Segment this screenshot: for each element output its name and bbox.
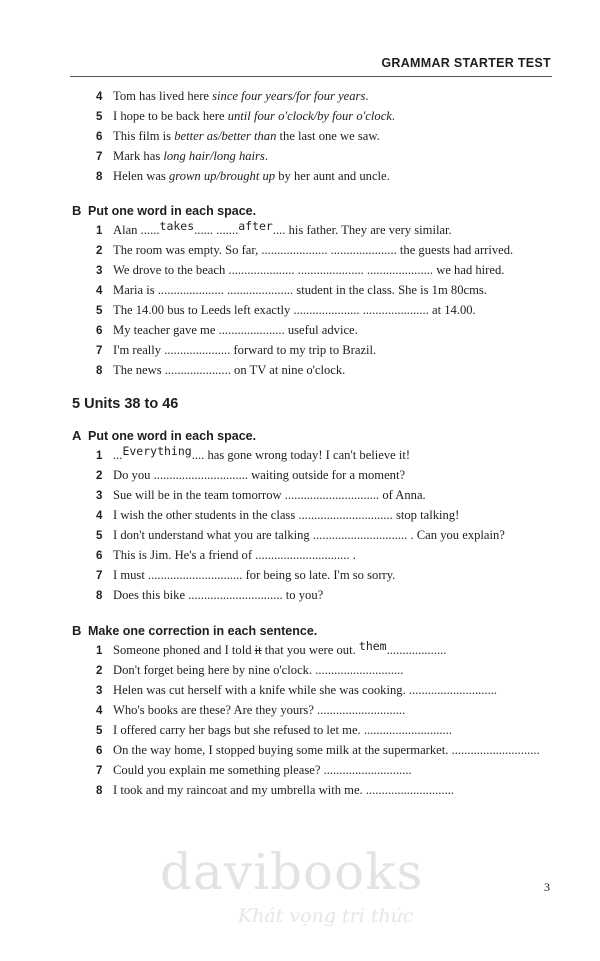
item-text: I offered carry her bags but she refused to let me. ............................ — [113, 723, 452, 737]
item-text: Could you explain me something please? ............................ — [113, 763, 412, 777]
exercise-item — [96, 664, 560, 678]
struck-word: it — [254, 643, 262, 657]
item-text: The news ..................... on TV at nine o'clock. — [113, 363, 346, 377]
item-text: Who's books are these? Are they yours? ............................ — [113, 703, 406, 717]
item-text: Does this bike .............................. to you? — [113, 588, 324, 602]
item-number: 5 — [96, 530, 103, 542]
item-text: This film is — [113, 129, 175, 143]
header-rule — [70, 76, 552, 77]
item-number: 1 — [96, 450, 103, 462]
handwritten-answer: them — [358, 639, 387, 653]
exercise-item — [96, 170, 560, 184]
item-number: 7 — [96, 570, 103, 582]
item-text: Mark has — [113, 149, 164, 163]
item-text: Alan ...... — [113, 223, 160, 237]
item-text: ...... ....... — [194, 223, 239, 237]
exercise-item — [96, 704, 560, 718]
page-header-title: GRAMMAR STARTER TEST — [381, 56, 551, 70]
item-text: Tom has lived here — [113, 89, 213, 103]
item-text-end: . — [365, 89, 369, 103]
item-text: that you were out. — [261, 643, 359, 657]
item-number: 8 — [96, 785, 103, 797]
item-text: I must .............................. for being so late. I'm so sorry. — [113, 568, 396, 582]
item-number: 5 — [96, 725, 103, 737]
item-number: 7 — [96, 345, 103, 357]
item-number: 3 — [96, 265, 103, 277]
item-text: Sue will be in the team tomorrow .............................. of Anna. — [113, 488, 426, 502]
watermark-tagline: Khát vọng tri thức — [238, 905, 414, 927]
item-number: 2 — [96, 245, 103, 257]
item-number: 2 — [96, 470, 103, 482]
item-text: My teacher gave me ..................... useful advice. — [113, 323, 358, 337]
section-instruction: Put one word in each space. — [88, 204, 257, 218]
exercise-item — [96, 364, 560, 378]
exercise-item — [96, 569, 560, 583]
item-number: 1 — [96, 645, 103, 657]
item-number: 7 — [96, 765, 103, 777]
handwritten-answer: takes — [159, 219, 195, 233]
exercise-item — [96, 764, 560, 778]
item-text-end: . — [264, 149, 268, 163]
item-number: 1 — [96, 225, 103, 237]
item-number: 2 — [96, 665, 103, 677]
item-text: .... has gone wrong today! I can't believe it! — [191, 448, 411, 462]
exercise-item — [96, 509, 560, 523]
watermark-brand: davibooks — [160, 843, 424, 901]
exercise-item — [96, 264, 560, 278]
item-text: I hope to be back here — [113, 109, 228, 123]
item-number: 4 — [96, 285, 103, 297]
section-b-corrections-heading — [72, 623, 317, 638]
item-text: This is Jim. He's a friend of .............................. . — [113, 548, 356, 562]
item-number: 6 — [96, 325, 103, 337]
item-choice: until four o'clock/by four o'clock — [227, 109, 392, 123]
item-text-end: . — [391, 109, 396, 123]
item-number: 4 — [96, 91, 103, 103]
exercise-item — [96, 304, 560, 318]
item-number: 5 — [96, 111, 103, 123]
item-number: 3 — [96, 685, 103, 697]
item-text: Don't forget being here by nine o'clock. ............................ — [113, 663, 404, 677]
item-number: 5 — [96, 305, 103, 317]
item-text: I wish the other students in the class .............................. stop talking! — [113, 508, 460, 522]
item-text: .... his father. They are very similar. — [272, 223, 452, 237]
item-text-end: the last one we saw. — [276, 129, 380, 143]
exercise-item — [96, 639, 560, 658]
item-text: On the way home, I stopped buying some milk at the supermarket. ............................ — [113, 743, 540, 757]
item-text: The room was empty. So far, ..................... ..................... the guests had arrived. — [113, 243, 514, 257]
item-number: 4 — [96, 705, 103, 717]
exercise-item — [96, 684, 560, 698]
section-instruction: Make one correction in each sentence. — [88, 624, 318, 638]
item-number: 6 — [96, 550, 103, 562]
unit-heading: 5 Units 38 to 46 — [72, 396, 179, 412]
item-choice: long hair/long hairs — [163, 149, 265, 163]
exercise-item — [96, 344, 560, 358]
exercise-item — [96, 219, 560, 238]
item-number: 8 — [96, 171, 103, 183]
item-text: I'm really ..................... forward to my trip to Brazil. — [113, 343, 377, 357]
item-text: Helen was cut herself with a knife while she was cooking. ............................ — [113, 683, 498, 697]
exercise-item — [96, 469, 560, 483]
exercise-item — [96, 444, 560, 463]
item-number: 6 — [96, 131, 103, 143]
exercise-item — [96, 244, 560, 258]
exercise-item — [96, 784, 560, 798]
item-text: Someone phoned and I told — [113, 643, 255, 657]
section-a-heading — [72, 428, 256, 443]
handwritten-answer: after — [238, 219, 273, 233]
item-text: I took and my raincoat and my umbrella with me. ............................ — [113, 783, 455, 797]
exercise-item — [96, 150, 560, 164]
item-text: I don't understand what you are talking .............................. . Can you explain? — [113, 528, 505, 542]
section-b-heading — [72, 203, 256, 218]
item-number: 6 — [96, 745, 103, 757]
exercise-item — [96, 744, 560, 758]
section-letter: A — [72, 428, 82, 443]
item-text: Maria is ..................... ..................... student in the class. She is 1m 80cms. — [113, 283, 487, 297]
item-choice: since four years/for four years — [212, 89, 366, 103]
exercise-item — [96, 529, 560, 543]
item-number: 3 — [96, 490, 103, 502]
section-letter: B — [72, 203, 82, 218]
item-text: We drove to the beach ..................... ..................... ..................... we had hired. — [113, 263, 505, 277]
section-instruction: Put one word in each space. — [88, 429, 257, 443]
exercise-item — [96, 110, 560, 124]
item-text: Do you .............................. waiting outside for a moment? — [113, 468, 406, 482]
section-letter: B — [72, 623, 82, 638]
exercise-item — [96, 324, 560, 338]
item-number: 8 — [96, 365, 103, 377]
exercise-item — [96, 489, 560, 503]
item-number: 7 — [96, 151, 103, 163]
item-choice: better as/better than — [174, 129, 277, 143]
exercise-item — [96, 724, 560, 738]
exercise-item — [96, 589, 560, 603]
exercise-item — [96, 549, 560, 563]
item-number: 4 — [96, 510, 103, 522]
exercise-item — [96, 130, 560, 144]
item-text: ... — [113, 448, 123, 462]
page-number: 3 — [544, 880, 550, 894]
item-number: 8 — [96, 590, 103, 602]
handwritten-answer: Everything — [122, 444, 192, 458]
item-choice: grown up/brought up — [168, 169, 276, 183]
item-text: Helen was — [113, 169, 169, 183]
exercise-item — [96, 284, 560, 298]
exercise-item — [96, 90, 560, 104]
answer-dots: ................... — [386, 643, 447, 657]
item-text: The 14.00 bus to Leeds left exactly ..................... ..................... at 14.00. — [113, 303, 476, 317]
item-text-end: by her aunt and uncle. — [275, 169, 390, 183]
